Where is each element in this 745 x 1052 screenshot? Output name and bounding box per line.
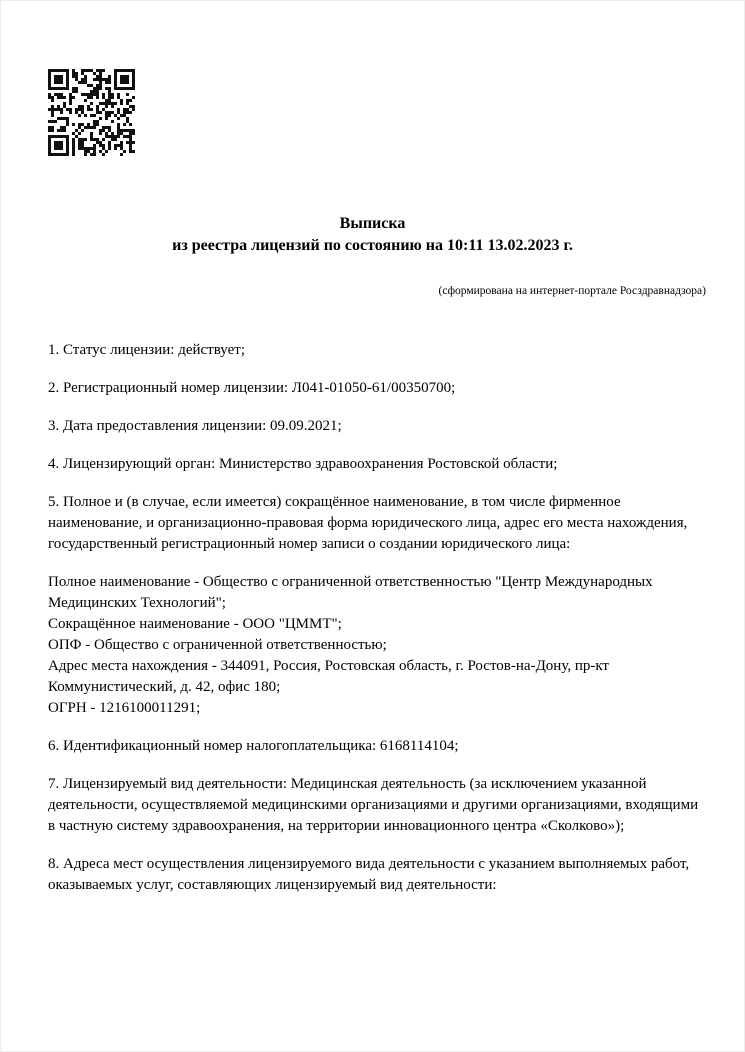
organization-details: [48, 572, 699, 719]
detail-short-name: Сокращённое наименование - ООО "ЦММТ";: [48, 616, 342, 632]
document-title-line1: Выписка: [339, 215, 406, 232]
paragraph-inn: 6. Идентификационный номер налогоплательщика: 6168114104;: [48, 738, 459, 754]
paragraph-grant-date: 3. Дата предоставления лицензии: 09.09.2021;: [48, 418, 342, 434]
detail-full-name: Полное наименование - Общество с ограниченной ответственностью "Центр Международных Медицинских Технологий";: [48, 574, 653, 611]
paragraph-activity-addresses-intro: 8. Адреса мест осуществления лицензируемого вида деятельности с указанием выполняемых работ, оказываемых услуг, составляющих лицензируемый вид деятельности:: [48, 856, 690, 893]
document-body: [48, 340, 699, 896]
paragraph-licensed-activity: 7. Лицензируемый вид деятельности: Медицинская деятельность (за исключением указанной деятельности, осуществляемой медицинскими организациями и другими организациями, входящими в частную систему здравоохранения, на территории инновационного центра «Сколково»);: [48, 776, 699, 834]
detail-ogrn: ОГРН - 1216100011291;: [48, 700, 201, 716]
paragraph-registration-number: 2. Регистрационный номер лицензии: Л041-01050-61/00350700;: [48, 380, 456, 396]
detail-legal-form: ОПФ - Общество с ограниченной ответственностью;: [48, 637, 387, 653]
paragraph-legal-entity-intro: 5. Полное и (в случае, если имеется) сокращённое наименование, в том числе фирменное наименование, и организационно-правовая форма юридического лица, адрес его места нахождения, государственный регистрационный номер записи о создании юридического лица:: [48, 494, 688, 552]
qr-code-image: [48, 69, 135, 156]
document-title-line2: из реестра лицензий по состоянию на 10:11 13.02.2023 г.: [172, 237, 573, 254]
document-subtitle: (сформирована на интернет-портале Росздравнадзора): [438, 285, 706, 297]
paragraph-license-status: 1. Статус лицензии: действует;: [48, 342, 245, 358]
paragraph-licensing-authority: 4. Лицензирующий орган: Министерство здравоохранения Ростовской области;: [48, 456, 558, 472]
detail-address: Адрес места нахождения - 344091, Россия, Ростовская область, г. Ростов-на-Дону, пр-кт Коммунистический, д. 42, офис 180;: [48, 658, 609, 695]
